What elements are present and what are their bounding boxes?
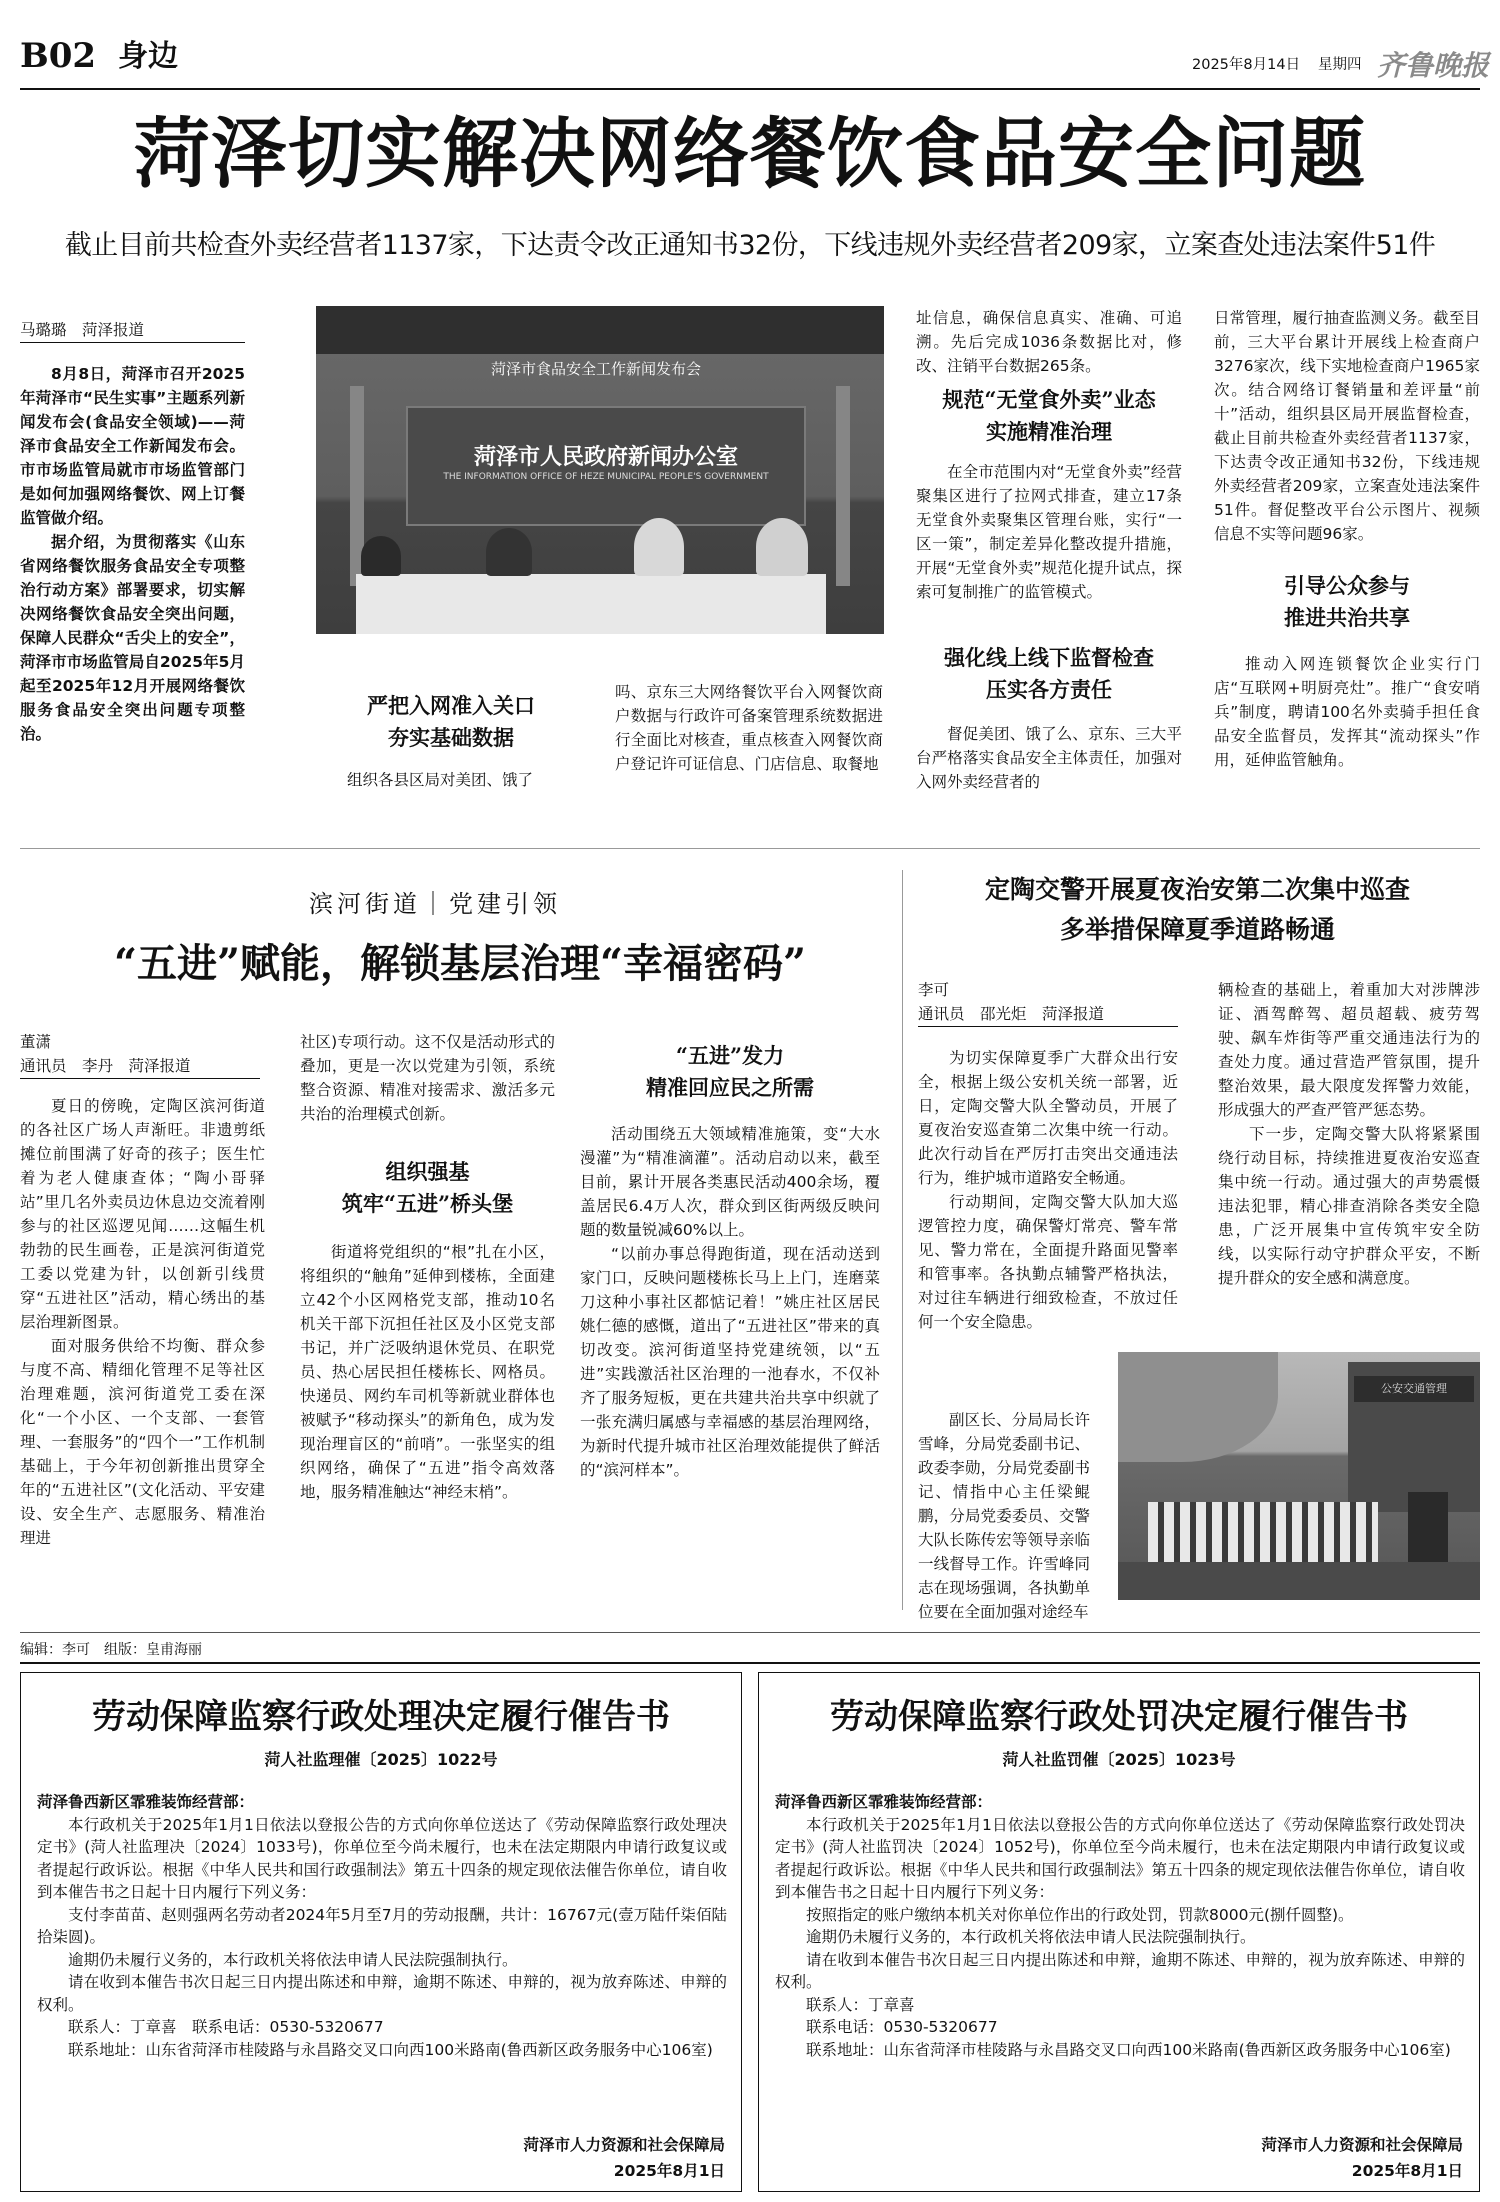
lead-mid-text: 吗、京东三大网络餐饮平台入网餐饮商户数据与行政许可备案管理系统数据进行全面比对核查，重点核查入网餐饮商户登记许可证信息、门店信息、取餐地 <box>615 683 883 773</box>
office-sign: 菏泽市人民政府新闻办公室 <box>473 445 738 470</box>
police-col1: 为切实保障夏季广大群众出行安全，根据上级公安机关统一部署，近日，定陶交警大队全警动员，开展了夏夜治安巡查第二次集中统一行动。此次行动旨在严厉打击突出交通违法行为，维护城市道路安全畅通。 行动期间，定陶交警大队加大巡逻管控力度，确保警灯常亮、警车常见、警力常在，全面提升路面见警率和管事率。各执勤点辅警严格执法，对过往车辆进行细致检查，不放过任何一个安全隐患。 <box>918 1049 1178 1331</box>
lead-col4-top: 址信息，确保信息真实、准确、可追溯。先后完成1036条数据比对，修改、注销平台数据265条。 <box>916 309 1182 375</box>
notice-2-date: 2025年8月1日 <box>1351 2162 1463 2180</box>
notice-1-org: 菏泽市人力资源和社会保障局 <box>523 2136 725 2154</box>
police-photo-sign: 公安交通管理 <box>1354 1376 1474 1402</box>
lead-subhead-4: 引导公众参与 推进共治共享 <box>1284 573 1410 630</box>
notice-2 <box>758 1672 1480 2192</box>
feature-subhead-2: “五进”发力 精准回应民之所需 <box>646 1043 814 1100</box>
feature-subhead-1: 组织强基 筑牢“五进”桥头堡 <box>341 1159 514 1216</box>
issue-weekday: 星期四 <box>1318 57 1362 73</box>
lead-sub4-text: 推动入网连锁餐饮企业实行门店“互联网+明厨亮灶”。推广“食安哨兵”制度，聘请100名外卖骑手担任食品安全监督员，发挥其“流动探头”作用，延伸监管触角。 <box>1214 655 1480 769</box>
police-title: 定陶交警开展夏夜治安第二次集中巡查 多举措保障夏季道路畅通 <box>984 875 1410 944</box>
masthead-rule <box>20 88 1480 90</box>
lead-col5-text: 日常管理，履行抽查监测义务。截至目前，三大平台累计开展线上检查商户3276家次，线下实地检查商户1965家次。结合网络订餐销量和差评量“前十”活动，组织县区局开展监督检查，截止目前共检查外卖经营者1137家，下达责令改正通知书32份，下线违规外卖经营者209家，立案查处违法案件51件。督促整改平台公示图片、视频信息不实等问题96家。 <box>1214 309 1480 543</box>
notice-2-number: 菏人社监罚催〔2025〕1023号 <box>1002 1750 1236 1769</box>
notice-1-title: 劳动保障监察行政处理决定履行催告书 <box>92 1697 670 1737</box>
lead-bottom-rule <box>20 848 1480 849</box>
editor-rule-top <box>20 1632 1480 1633</box>
notice-1-body: 菏泽鲁西新区霏雅装饰经营部： 本行政机关于2025年1月1日依法以登报公告的方式向你单位送达了《劳动保障监察行政处理决定书》(菏人社监理决〔2024〕1033号)，你单位至今尚未履行，也未在法定期限内申请行政复议或者提起行政诉讼。根据《中华人民共和国行政强制法》第五十四条的规定现依法催告你单位，请自收到本催告书之日起十日内履行下列义务： 支付李苗苗、赵则强两名劳动者2024年5月至7月的劳动报酬，共计：16767元(壹万陆仟柒佰陆拾柒圆)。 逾期仍未履行义务的，本行政机关将依法申请人民法院强制执行。 请在收到本催告书次日起三日内提出陈述和申辩，逾期不陈述、申辩的，视为放弃陈述、申辩的权利。 联系人：丁章喜 联系电话：0530-5320677 联系地址：山东省菏泽市桂陵路与永昌路交叉口向西100米路南(鲁西新区政务服务中心106室) <box>37 1793 727 2059</box>
feature-divider <box>902 870 903 1610</box>
police-patrol-photo <box>1118 1352 1480 1600</box>
office-sign-en: THE INFORMATION OFFICE OF HEZE MUNICIPAL PEOPLE'S GOVERNMENT <box>443 472 769 482</box>
police-col1-bottom: 副区长、分局局长许雪峰，分局党委副书记、政委李勋，分局党委副书记、情指中心主任梁鲲鹏，分局党委委员、交警大队长陈传宏等领导亲临一线督导工作。许雪峰同志在现场强调，各执勤单位要在全面加强对途经车 <box>918 1411 1090 1621</box>
section-name: 身边 <box>118 39 178 74</box>
notice-2-body: 菏泽鲁西新区霏雅装饰经营部： 本行政机关于2025年1月1日依法以登报公告的方式向你单位送达了《劳动保障监察行政处罚决定书》(菏人社监罚决〔2024〕1052号)，你单位至今尚未履行，也未在法定期限内申请行政复议或者提起行政诉讼。根据《中华人民共和国行政强制法》第五十四条的规定现依法催告你单位，请自收到本催告书之日起十日内履行下列义务： 按照指定的账户缴纳本机关对你单位作出的行政处罚，罚款8000元(捌仟圆整)。 逾期仍未履行义务的，本行政机关将依法申请人民法院强制执行。 请在收到本催告书次日起三日内提出陈述和申辩，逾期不陈述、申辩的，视为放弃陈述、申辩的权利。 联系人：丁章喜 联系电话：0530-5320677 联系地址：山东省菏泽市桂陵路与永昌路交叉口向西100米路南(鲁西新区政务服务中心106室) <box>775 1793 1465 2059</box>
feature-col2-top: 社区)专项行动。这不仅是活动形式的叠加，更是一次以党建为引领，系统整合资源、精准对接需求、激活多元共治的治理模式创新。 <box>300 1033 555 1123</box>
paper-logo: 齐鲁晚报 <box>1377 49 1490 82</box>
notice-2-org: 菏泽市人力资源和社会保障局 <box>1261 2136 1463 2154</box>
notice-1 <box>20 1672 742 2192</box>
issue-date: 2025年8月14日 <box>1192 57 1301 73</box>
editor-credit: 编辑：李可 组版：皇甫海丽 <box>20 1642 202 1658</box>
lead-byline: 马璐璐 菏泽报道 <box>20 318 245 343</box>
press-conference-photo <box>316 306 884 634</box>
lead-intro <box>20 362 245 746</box>
feature-byline: 董潇 通讯员 李丹 菏泽报道 <box>20 1030 260 1079</box>
feature-col2-bottom: 街道将党组织的“根”扎在小区，将组织的“触角”延伸到楼栋，全面建立42个小区网格党支部，推动10名机关干部下沉担任社区及小区党支部书记，并广泛吸纳退休党员、在职党员、热心居民担任楼栋长、网格员。快递员、网约车司机等新就业群体也被赋予“移动探头”的新角色，成为发现治理盲区的“前哨”。一张坚实的组织网络，确保了“五进”指令高效落地，服务精准触达“神经末梢”。 <box>300 1243 555 1501</box>
lead-subhead-3: 强化线上线下监督检查 压实各方责任 <box>944 645 1154 702</box>
lead-intro-p2: 据介绍，为贯彻落实《山东省网络餐饮服务食品安全专项整治行动方案》部署要求，切实解决网络餐饮食品安全突出问题，保障人民群众“舌尖上的安全”，菏泽市市场监管局自2025年5月起至2025年12月开展网络餐饮服务食品安全突出问题专项整治。 <box>20 533 245 743</box>
notice-1-number: 菏人社监理催〔2025〕1022号 <box>264 1750 498 1769</box>
lead-deck: 截止目前共检查外卖经营者1137家，下达责令改正通知书32份，下线违规外卖经营者209家，立案查处违法案件51件 <box>64 230 1436 261</box>
lead-sub3-text: 督促美团、饿了么、京东、三大平台严格落实食品安全主体责任，加强对入网外卖经营者的 <box>916 725 1182 791</box>
notice-2-title: 劳动保障监察行政处罚决定履行催告书 <box>830 1697 1408 1737</box>
lead-sub2-text: 在全市范围内对“无堂食外卖”经营聚集区进行了拉网式排查，建立17条无堂食外卖聚集区管理台账，实行“一区一策”，制定差异化整改提升措施，开展“无堂食外卖”规范化提升试点，探索可复制推广的监管模式。 <box>916 463 1182 601</box>
lead-intro-p1: 8月8日，菏泽市召开2025年菏泽市“民生实事”主题系列新闻发布会(食品安全领域)——菏泽市食品安全工作新闻发布会。市市场监管局就市市场监管部门是如何加强网络餐饮、网上订餐监管做介绍。 <box>20 365 245 527</box>
feature-title: “五进”赋能，解锁基层治理“幸福密码” <box>113 940 807 987</box>
lead-subhead-2: 规范“无堂食外卖”业态 实施精准治理 <box>942 387 1156 444</box>
lead-sub1-text: 组织各县区局对美团、饿了 <box>347 771 534 789</box>
feature-col3: 活动围绕五大领域精准施策，变“大水漫灌”为“精准滴灌”。活动启动以来，截至目前，累计开展各类惠民活动400余场，覆盖居民6.4万人次，群众到区街两级反映问题的数量锐减60%以上。 “以前办事总得跑街道，现在活动送到家门口，反映问题楼栋长马上上门，连磨菜刀这种小事社区都惦记着！”姚庄社区居民姚仁德的感慨，道出了“五进社区”带来的真切改变。滨河街道坚持党建统领，以“五进”实践激活社区治理的一池春水，不仅补齐了服务短板，更在共建共治共享中织就了一张充满归属感与幸福感的基层治理网络，为新时代提升城市社区治理效能提供了鲜活的“滨河样本”。 <box>580 1125 880 1479</box>
police-col2: 辆检查的基础上，着重加大对涉牌涉证、酒驾醉驾、超员超载、疲劳驾驶、飙车炸街等严重交通违法行为的查处力度。通过营造严管氛围，提升整治效果，最大限度发挥警力效能，形成强大的严查严管严惩态势。 下一步，定陶交警大队将紧紧围绕行动目标，持续推进夏夜治安巡查集中统一行动。通过强大的声势震慑违法犯罪，精心排查消除各类安全隐患，广泛开展集中宣传筑牢安全防线，以实际行动守护群众平安，不断提升群众的安全感和满意度。 <box>1218 981 1480 1287</box>
feature-kicker: 滨河街道｜党建引领 <box>309 890 561 918</box>
conference-banner: 菏泽市食品安全工作新闻发布会 <box>490 360 701 378</box>
feature-col1: 夏日的傍晚，定陶区滨河街道的各社区广场人声渐旺。非遗剪纸摊位前围满了好奇的孩子；医生忙着为老人健康查体；“陶小哥驿站”里几名外卖员边休息边交流着刚参与的社区巡逻见闻……这幅生机勃勃的民生画卷，正是滨河街道党工委以党建为针，以创新引线贯穿“五进社区”活动，精心绣出的基层治理新图景。 面对服务供给不均衡、群众参与度不高、精细化管理不足等社区治理难题，滨河街道党工委在深化“一个小区、一个支部、一套管理、一套服务”的“四个一”工作机制基础上，于今年初创新推出贯穿全年的“五进社区”(文化活动、平安建设、安全生产、志愿服务、精准治理进 <box>20 1097 265 1547</box>
police-byline: 李可 通讯员 邵光炬 菏泽报道 <box>918 978 1178 1027</box>
editor-rule-bottom <box>20 1662 1480 1664</box>
lead-subhead-1: 严把入网准入关口 夯实基础数据 <box>367 693 535 750</box>
page-code: B02 <box>20 36 97 76</box>
notice-1-date: 2025年8月1日 <box>613 2162 725 2180</box>
lead-title: 菏泽切实解决网络餐饮食品安全问题 <box>134 109 1366 198</box>
